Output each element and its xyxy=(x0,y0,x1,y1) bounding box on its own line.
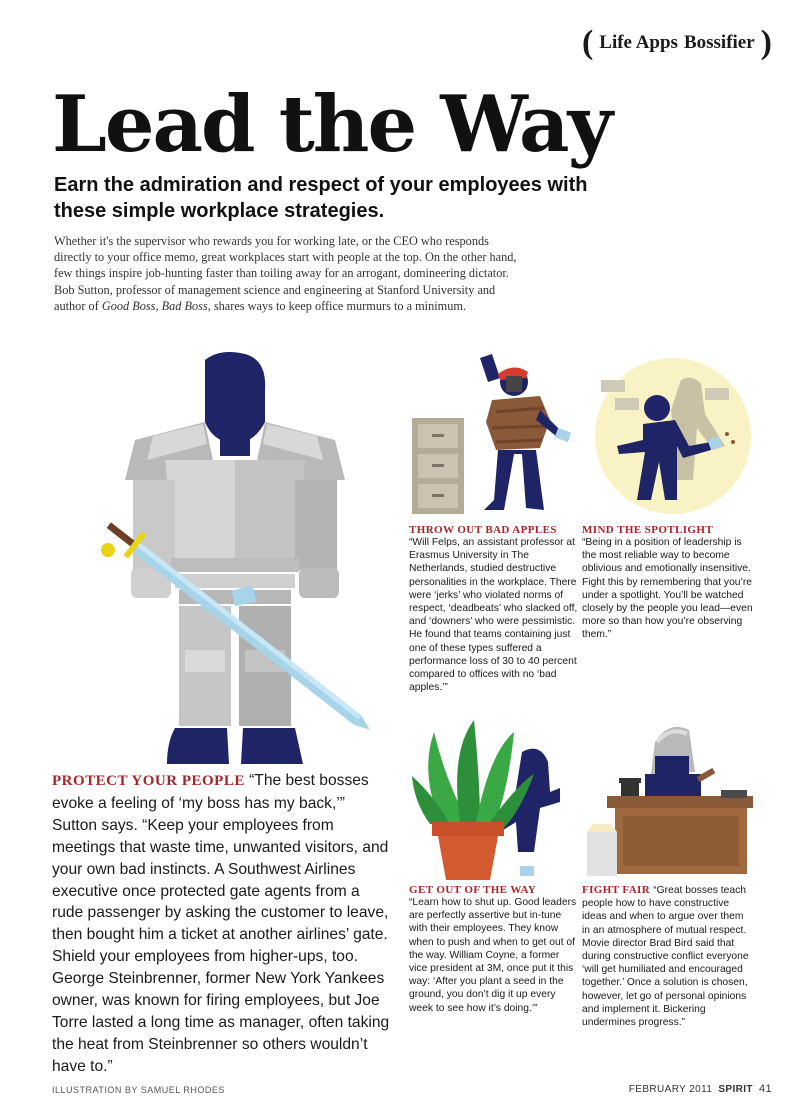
credit-name: SAMUEL RHODES xyxy=(140,1085,225,1095)
article-dek: Earn the admiration and respect of your employees with these simple workplace strategies. xyxy=(54,174,588,222)
tip-heading: THROW OUT BAD APPLES xyxy=(409,524,557,536)
left-bracket-icon: ( xyxy=(581,24,594,61)
tip-heading: FIGHT FAIR xyxy=(582,884,654,896)
tip-heading: MIND THE SPOTLIGHT xyxy=(582,524,714,536)
section-name: Life Apps xyxy=(599,32,678,53)
main-heading: PROTECT YOUR PEOPLE xyxy=(52,773,250,789)
issue-date: FEBRUARY 2011 xyxy=(628,1084,713,1095)
tip-body: “Learn how to shut up. Good leaders are perfectly assertive but in-tune with their employees. They know when to push and when to get out of the way. William Coyne, a former vice president at 3M, once put it this way: ‘After you plant a seed in the ground, you don’t dig it up every week to see how it’s doing.’” xyxy=(409,897,577,1014)
illustration-credit xyxy=(52,1085,225,1095)
intro-text: Whether it's the supervisor who rewards you for working late, or the CEO who responds directly to your office memo, great workplaces start with people at the top. On the other hand, few things inspire job-hunting faster than toiling away for an arrogant, domineering dictator. Bob Sutton, professor of management science and engineering at Stanford University and author of xyxy=(54,234,517,313)
tip-body: “Will Felps, an assistant professor at Erasmus University in The Netherlands, studied destructive personalities in the workplace. There were ‘jerks’ who violated norms of respect, ‘deadbeats’ who slacked off, and ‘downers’ who were pessimistic. He found that teams containing just one of these types suffered a performance loss of 30 to 40 percent compared to offices with no ‘bad apples.’” xyxy=(409,537,578,694)
tip-fight-fair xyxy=(582,884,754,1029)
page-footer xyxy=(629,1083,772,1095)
main-body xyxy=(52,770,394,1078)
tip-heading: GET OUT OF THE WAY xyxy=(409,884,537,896)
section-tag xyxy=(582,26,772,60)
plant-illustration xyxy=(410,712,580,882)
tip-mind-the-spotlight xyxy=(582,524,754,642)
tip-body: “Great bosses teach people how to have constructive ideas and when to argue over them in an atmosphere of mutual respect. Movie director Brad Bird said that during constructive conflict everyone ‘will get humiliated and encouraged together.’ Once a solution is chosen, however, let go of personal opinions and implement it. Bickering undermines progress.” xyxy=(582,885,749,1029)
tip-get-out-of-the-way xyxy=(409,884,577,1015)
knight-armor-illustration xyxy=(95,350,385,770)
main-body-text: “The best bosses evoke a feeling of ‘my boss has my back,’” Sutton says. “Keep your employees from meetings that waste time, unwanted visitors, and your own bad instincts. A Southwest Airlines executive once protected gate agents from a rude passenger by asking the customer to leave, then bought him a ticket at another airlines’ gate. Shield your employees from higher-ups, too. George Steinbrenner, former New York Yankees owner, was known for firing employees, but Joe Torre lasted a long time as manager, often taking the heat from Steinbrenner so others wouldn’t have to.” xyxy=(52,772,390,1075)
page-number: 41 xyxy=(758,1083,772,1095)
page-title: Lead the Way xyxy=(52,79,611,170)
judge-desk-illustration xyxy=(585,712,755,882)
spotlight-illustration xyxy=(585,350,755,520)
right-bracket-icon: ) xyxy=(760,24,772,61)
article-intro xyxy=(54,233,524,314)
book-title: Good Boss, Bad Boss xyxy=(101,298,208,313)
tip-throw-out-bad-apples xyxy=(409,524,579,694)
subsection-name: Bossifier xyxy=(683,32,755,53)
credit-label: ILLUSTRATION BY xyxy=(52,1085,138,1095)
magazine-name: SPIRIT xyxy=(718,1084,753,1095)
intro-end: , shares ways to keep office murmurs to a minimum. xyxy=(207,298,467,313)
tip-body: “Being in a position of leadership is the most reliable way to become oblivious and emotionally insensitive. Fight this by remembering that you’re under a spotlight. You’ll be watched closely by the people you lead—even more so than how you’re observing them.” xyxy=(582,537,753,641)
bad-apples-illustration xyxy=(410,350,580,520)
